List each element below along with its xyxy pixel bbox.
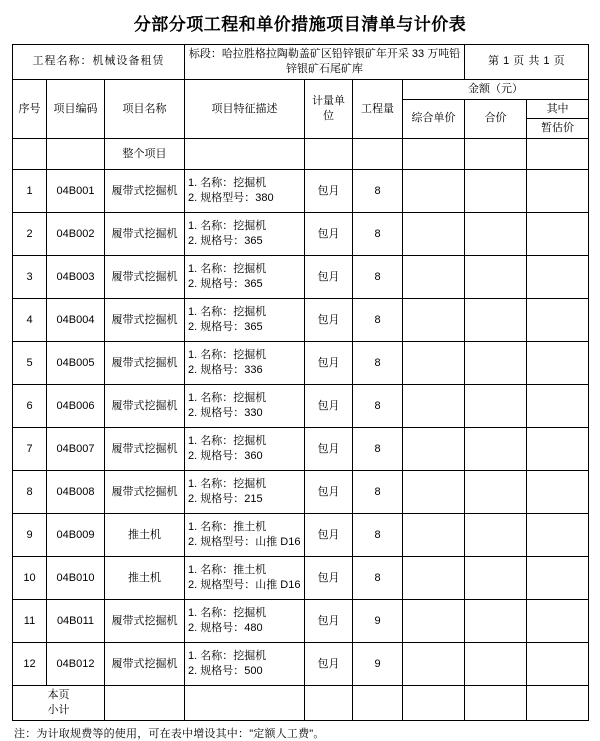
cell-code: 04B012 xyxy=(47,643,105,686)
cell-feature: 1. 名称：推土机 2. 规格型号：山推 D16 xyxy=(185,514,305,557)
cell-code: 04B011 xyxy=(47,600,105,643)
cell-unit: 包月 xyxy=(305,299,353,342)
cell-seq: 11 xyxy=(13,600,47,643)
cell-name: 履带式挖掘机 xyxy=(105,213,185,256)
bid-section-cell xyxy=(185,45,465,80)
section-title-row xyxy=(13,139,589,170)
cell-unit: 包月 xyxy=(305,342,353,385)
cell-total-price xyxy=(465,557,527,600)
cell-code: 04B010 xyxy=(47,557,105,600)
col-money-group: 金额（元） xyxy=(403,79,589,99)
cell-feature: 1. 名称：挖掘机 2. 规格号：500 xyxy=(185,643,305,686)
cell-provisional xyxy=(527,643,589,686)
cell-feature: 1. 名称：挖掘机 2. 规格号：330 xyxy=(185,385,305,428)
cell-unit: 包月 xyxy=(305,213,353,256)
cell-feature: 1. 名称：挖掘机 2. 规格号：365 xyxy=(185,213,305,256)
table-row xyxy=(13,514,589,557)
col-total-price: 合价 xyxy=(465,99,527,139)
table-row xyxy=(13,385,589,428)
project-name-cell xyxy=(13,45,185,80)
cell-unit: 包月 xyxy=(305,428,353,471)
cell-quantity: 8 xyxy=(353,170,403,213)
cell-seq: 6 xyxy=(13,385,47,428)
col-quantity: 工程量 xyxy=(353,79,403,139)
table-row xyxy=(13,342,589,385)
table-row xyxy=(13,428,589,471)
cell-feature: 1. 名称：挖掘机 2. 规格号：480 xyxy=(185,600,305,643)
cell-unit-price xyxy=(403,600,465,643)
cell-total-price xyxy=(465,385,527,428)
col-feature: 项目特征描述 xyxy=(185,79,305,139)
cell-provisional xyxy=(527,514,589,557)
cell-unit: 包月 xyxy=(305,256,353,299)
subtotal-total-price-cell xyxy=(465,686,527,721)
cell-provisional xyxy=(527,256,589,299)
cell-quantity: 8 xyxy=(353,385,403,428)
cell-unit-price xyxy=(403,514,465,557)
table-row xyxy=(13,256,589,299)
cell-unit-price xyxy=(403,256,465,299)
col-seq: 序号 xyxy=(13,79,47,139)
cell-name: 履带式挖掘机 xyxy=(105,299,185,342)
bill-of-quantities-table xyxy=(12,44,589,721)
cell-total-price xyxy=(465,471,527,514)
cell-total-price xyxy=(465,213,527,256)
cell-unit-price xyxy=(403,643,465,686)
bid-section-value: 哈拉胜格拉陶勒盖矿区铅锌银矿年开采 33 万吨铅锌银矿石尾矿库 xyxy=(221,48,461,75)
table-row xyxy=(13,471,589,514)
cell-total-price xyxy=(465,299,527,342)
cell-provisional xyxy=(527,170,589,213)
cell-total-price xyxy=(465,643,527,686)
cell-quantity: 8 xyxy=(353,256,403,299)
cell-unit-price xyxy=(403,557,465,600)
cell-feature: 1. 名称：挖掘机 2. 规格号：336 xyxy=(185,342,305,385)
cell-unit-price xyxy=(403,471,465,514)
section-code-cell xyxy=(47,139,105,170)
column-header-row-1 xyxy=(13,79,589,99)
cell-seq: 9 xyxy=(13,514,47,557)
cell-unit-price xyxy=(403,213,465,256)
table-row xyxy=(13,643,589,686)
cell-seq: 7 xyxy=(13,428,47,471)
cell-name: 履带式挖掘机 xyxy=(105,170,185,213)
cell-quantity: 8 xyxy=(353,342,403,385)
subtotal-quantity-cell xyxy=(353,686,403,721)
cell-unit: 包月 xyxy=(305,471,353,514)
cell-quantity: 9 xyxy=(353,643,403,686)
section-total-price-cell xyxy=(465,139,527,170)
cell-code: 04B004 xyxy=(47,299,105,342)
cell-unit-price xyxy=(403,428,465,471)
table-row xyxy=(13,299,589,342)
cell-unit-price xyxy=(403,170,465,213)
col-code: 项目编码 xyxy=(47,79,105,139)
cell-unit: 包月 xyxy=(305,557,353,600)
page-info-cell: 第 1 页 共 1 页 xyxy=(465,45,589,80)
cell-unit: 包月 xyxy=(305,643,353,686)
cell-code: 04B001 xyxy=(47,170,105,213)
cell-feature: 1. 名称：挖掘机 2. 规格号：365 xyxy=(185,256,305,299)
cell-feature: 1. 名称：挖掘机 2. 规格号：360 xyxy=(185,428,305,471)
cell-seq: 2 xyxy=(13,213,47,256)
cell-quantity: 8 xyxy=(353,213,403,256)
cell-provisional xyxy=(527,342,589,385)
cell-seq: 12 xyxy=(13,643,47,686)
cell-quantity: 8 xyxy=(353,514,403,557)
table-row xyxy=(13,557,589,600)
cell-seq: 5 xyxy=(13,342,47,385)
bid-section-label: 标段： xyxy=(188,48,222,60)
cell-seq: 8 xyxy=(13,471,47,514)
cell-total-price xyxy=(465,170,527,213)
cell-name: 履带式挖掘机 xyxy=(105,600,185,643)
page-title: 分部分项工程和单价措施项目清单与计价表 xyxy=(133,15,467,34)
section-unit-price-cell xyxy=(403,139,465,170)
cell-name: 履带式挖掘机 xyxy=(105,256,185,299)
cell-feature: 1. 名称：挖掘机 2. 规格号：215 xyxy=(185,471,305,514)
cell-quantity: 9 xyxy=(353,600,403,643)
col-unit-price: 综合单价 xyxy=(403,99,465,139)
col-unit: 计量单位 xyxy=(305,79,353,139)
subtotal-provisional-cell xyxy=(527,686,589,721)
col-among: 其中 xyxy=(527,99,589,119)
cell-name: 履带式挖掘机 xyxy=(105,428,185,471)
cell-code: 04B005 xyxy=(47,342,105,385)
cell-quantity: 8 xyxy=(353,471,403,514)
cell-feature: 1. 名称：挖掘机 2. 规格型号：380 xyxy=(185,170,305,213)
subtotal-unit-cell xyxy=(305,686,353,721)
cell-provisional xyxy=(527,471,589,514)
section-unit-cell xyxy=(305,139,353,170)
project-name-label: 工程名称： xyxy=(32,55,93,68)
cell-provisional xyxy=(527,428,589,471)
cell-unit-price xyxy=(403,385,465,428)
subtotal-row xyxy=(13,686,589,721)
cell-provisional xyxy=(527,299,589,342)
cell-quantity: 8 xyxy=(353,428,403,471)
cell-quantity: 8 xyxy=(353,557,403,600)
cell-unit-price xyxy=(403,342,465,385)
col-provisional: 暂估价 xyxy=(527,119,589,139)
cell-code: 04B008 xyxy=(47,471,105,514)
cell-unit: 包月 xyxy=(305,514,353,557)
subtotal-label-cell: 本页 小计 xyxy=(13,686,105,721)
cell-total-price xyxy=(465,256,527,299)
subtotal-feature-cell xyxy=(185,686,305,721)
cell-unit-price xyxy=(403,299,465,342)
cell-name: 推土机 xyxy=(105,557,185,600)
cell-code: 04B003 xyxy=(47,256,105,299)
cell-name: 履带式挖掘机 xyxy=(105,471,185,514)
cell-seq: 4 xyxy=(13,299,47,342)
cell-feature: 1. 名称：推土机 2. 规格型号：山推 D16 xyxy=(185,557,305,600)
cell-unit: 包月 xyxy=(305,385,353,428)
cell-seq: 3 xyxy=(13,256,47,299)
cell-total-price xyxy=(465,428,527,471)
subtotal-unit-price-cell xyxy=(403,686,465,721)
cell-quantity: 8 xyxy=(353,299,403,342)
section-feature-cell xyxy=(185,139,305,170)
table-header-info-row xyxy=(13,45,589,80)
section-title-cell: 整个项目 xyxy=(105,139,185,170)
cell-provisional xyxy=(527,213,589,256)
table-note: 注：为计取规费等的使用，可在表中增设其中："定额人工费"。 xyxy=(14,727,325,740)
cell-code: 04B007 xyxy=(47,428,105,471)
section-provisional-cell xyxy=(527,139,589,170)
cell-total-price xyxy=(465,600,527,643)
col-name: 项目名称 xyxy=(105,79,185,139)
cell-code: 04B009 xyxy=(47,514,105,557)
cell-name: 履带式挖掘机 xyxy=(105,342,185,385)
cell-name: 履带式挖掘机 xyxy=(105,385,185,428)
section-seq-cell xyxy=(13,139,47,170)
cell-unit: 包月 xyxy=(305,600,353,643)
cell-total-price xyxy=(465,514,527,557)
cell-provisional xyxy=(527,600,589,643)
cell-total-price xyxy=(465,342,527,385)
project-name-value: 机械设备租赁 xyxy=(92,55,165,68)
table-row xyxy=(13,600,589,643)
cell-name: 履带式挖掘机 xyxy=(105,643,185,686)
cell-provisional xyxy=(527,385,589,428)
subtotal-name-cell xyxy=(105,686,185,721)
cell-seq: 10 xyxy=(13,557,47,600)
cell-name: 推土机 xyxy=(105,514,185,557)
table-row xyxy=(13,213,589,256)
cell-feature: 1. 名称：挖掘机 2. 规格号：365 xyxy=(185,299,305,342)
cell-code: 04B006 xyxy=(47,385,105,428)
section-quantity-cell xyxy=(353,139,403,170)
cell-unit: 包月 xyxy=(305,170,353,213)
cell-code: 04B002 xyxy=(47,213,105,256)
cell-provisional xyxy=(527,557,589,600)
cell-seq: 1 xyxy=(13,170,47,213)
table-row xyxy=(13,170,589,213)
